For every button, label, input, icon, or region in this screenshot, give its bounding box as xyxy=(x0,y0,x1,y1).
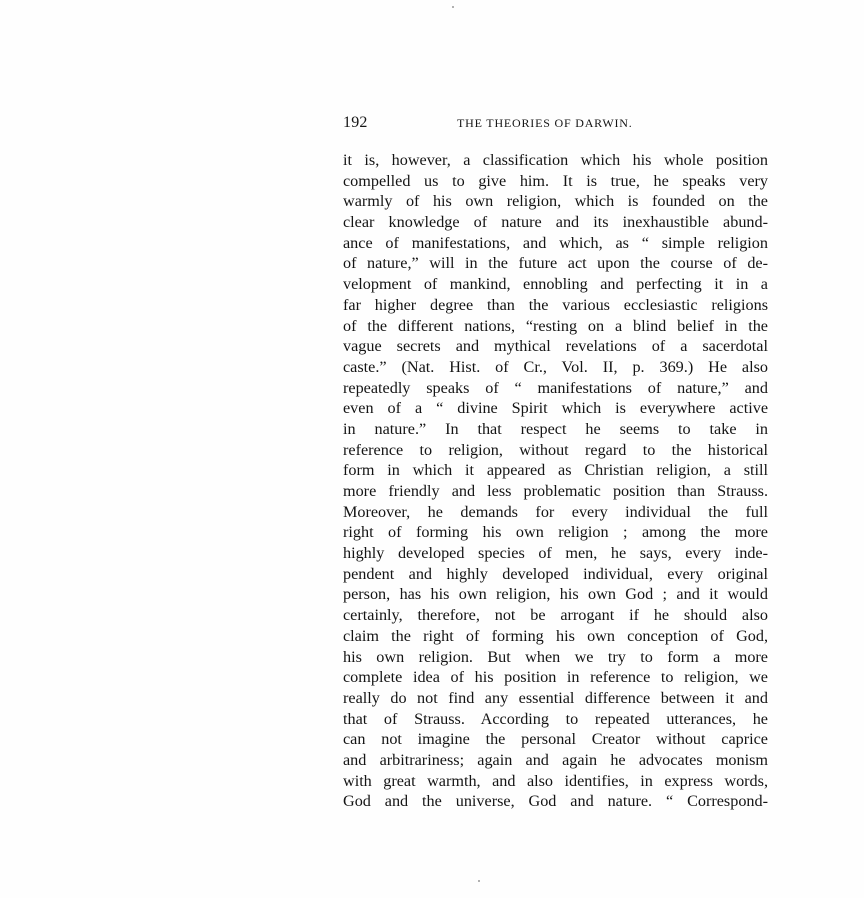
text-line: caste.” (Nat. Hist. of Cr., Vol. II, p. 369.) He also xyxy=(343,357,768,376)
text-line: form in which it appeared as Christian religion, a still xyxy=(343,461,768,480)
text-line: complete idea of his position in reference to religion, we xyxy=(343,668,768,687)
text-line: right of forming his own religion ; among the more xyxy=(343,523,768,542)
text-line: highly developed species of men, he says, every inde- xyxy=(343,544,768,563)
scan-speck xyxy=(478,880,480,882)
text-line: reference to religion, without regard to the historical xyxy=(343,440,768,459)
running-title: THE THEORIES OF DARWIN. xyxy=(457,116,633,130)
text-line: can not imagine the personal Creator without caprice xyxy=(343,730,768,749)
text-line: vague secrets and mythical revelations of a sacerdotal xyxy=(343,337,768,356)
scan-speck xyxy=(452,6,454,8)
page-number: 192 xyxy=(343,114,368,131)
text-line: warmly of his own religion, which is founded on the xyxy=(343,192,768,211)
text-line: repeatedly speaks of “ manifestations of nature,” and xyxy=(343,378,768,397)
text-line: his own religion. But when we try to form a more xyxy=(343,647,768,666)
text-line: really do not find any essential difference between it and xyxy=(343,688,768,707)
text-line: it is, however, a classification which his whole position xyxy=(343,151,768,169)
text-line: ance of manifestations, and which, as “ simple religion xyxy=(343,233,768,252)
text-line: pendent and highly developed individual, every original xyxy=(343,564,768,583)
text-line: of the different nations, “resting on a blind belief in the xyxy=(343,316,768,335)
text-line: compelled us to give him. It is true, he speaks very xyxy=(343,171,768,190)
text-line: certainly, therefore, not be arrogant if he should also xyxy=(343,606,768,625)
text-line: velopment of mankind, ennobling and perfecting it in a xyxy=(343,275,768,294)
text-line: more friendly and less problematic position than Strauss. xyxy=(343,482,768,500)
text-line: claim the right of forming his own conception of God, xyxy=(343,626,768,645)
text-line: in nature.” In that respect he seems to take in xyxy=(343,419,768,438)
page-header xyxy=(343,114,768,134)
text-line: that of Strauss. According to repeated utterances, he xyxy=(343,709,768,728)
text-line: person, has his own religion, his own God ; and it would xyxy=(343,585,768,604)
text-line: with great warmth, and also identifies, in express words, xyxy=(343,771,768,790)
text-line: and arbitrariness; again and again he advocates monism xyxy=(343,750,768,769)
text-line: Moreover, he demands for every individual the full xyxy=(343,502,768,521)
text-line: far higher degree than the various ecclesiastic religions xyxy=(343,295,768,314)
text-line: clear knowledge of nature and its inexhaustible abund- xyxy=(343,213,768,232)
body-text xyxy=(343,150,768,812)
text-line: God and the universe, God and nature. “ Correspond- xyxy=(343,792,768,811)
text-line: of nature,” will in the future act upon the course of de- xyxy=(343,254,768,273)
text-line: even of a “ divine Spirit which is everywhere active xyxy=(343,399,768,418)
